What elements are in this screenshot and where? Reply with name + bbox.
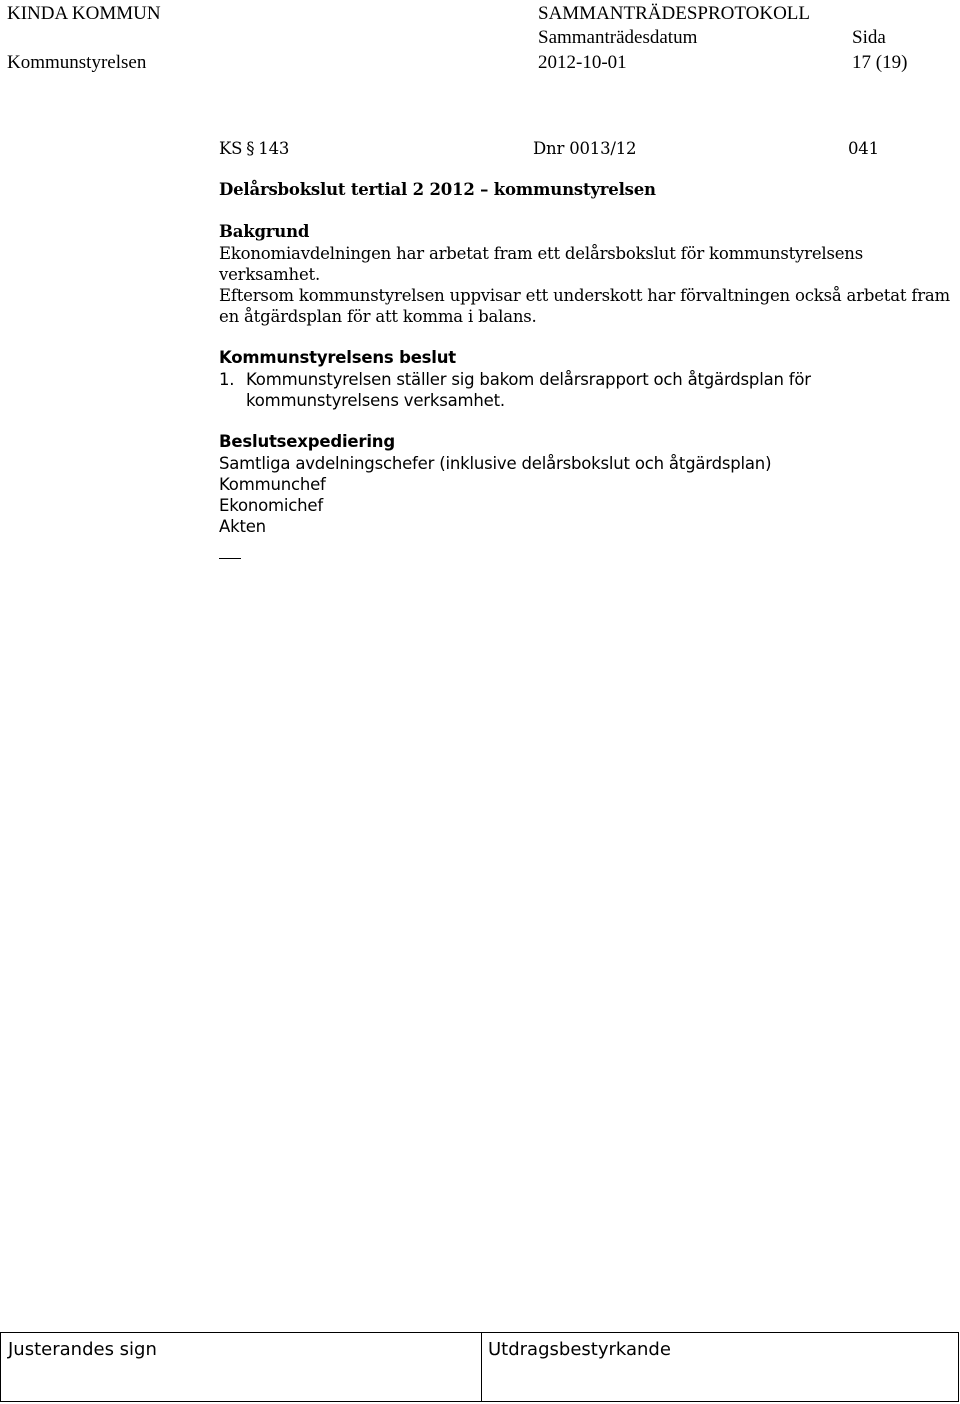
decision-item-number: 1. (219, 370, 235, 389)
background-line: verksamhet. (219, 265, 320, 284)
decision-heading: Kommunstyrelsens beslut (219, 348, 456, 367)
extract-certification-label: Utdragsbestyrkande (488, 1339, 671, 1360)
dispatch-recipient: Samtliga avdelningschefer (inklusive delårsbokslut och åtgärdsplan) (219, 454, 772, 473)
case-code: 041 (848, 139, 879, 158)
page-number: 17 (19) (852, 52, 908, 73)
end-rule (219, 558, 241, 559)
background-line: Eftersom kommunstyrelsen uppvisar ett underskott har förvaltningen också arbetat fram (219, 286, 951, 305)
committee-name: Kommunstyrelsen (7, 52, 147, 73)
case-number: 143 (258, 139, 290, 158)
signature-footer (0, 1332, 959, 1402)
decision-item-line: kommunstyrelsens verksamhet. (246, 391, 505, 410)
meeting-date: 2012-10-01 (538, 52, 627, 73)
dispatch-recipient: Akten (219, 517, 266, 536)
date-label: Sammanträdesdatum (538, 27, 698, 48)
dispatch-recipient: Ekonomichef (219, 496, 323, 515)
document-type: SAMMANTRÄDESPROTOKOLL (538, 3, 811, 24)
dispatch-heading: Beslutsexpediering (219, 432, 395, 451)
municipality-name: KINDA KOMMUN (7, 3, 161, 24)
adjuster-sign-label: Justerandes sign (8, 1339, 157, 1360)
dispatch-recipient: Kommunchef (219, 475, 326, 494)
diary-number: Dnr 0013/12 (533, 139, 637, 158)
section-sign-icon: § (246, 139, 255, 158)
decision-item-line: Kommunstyrelsen ställer sig bakom delårsrapport och åtgärdsplan för (246, 370, 811, 389)
footer-divider (481, 1333, 482, 1401)
case-reference (219, 139, 289, 158)
background-heading: Bakgrund (219, 222, 310, 241)
background-line: en åtgärdsplan för att komma i balans. (219, 307, 537, 326)
background-line: Ekonomiavdelningen har arbetat fram ett delårsbokslut för kommunstyrelsens (219, 244, 863, 263)
case-prefix: KS (219, 139, 243, 158)
case-title: Delårsbokslut tertial 2 2012 – kommunstyrelsen (219, 180, 656, 199)
page-label: Sida (852, 27, 886, 48)
